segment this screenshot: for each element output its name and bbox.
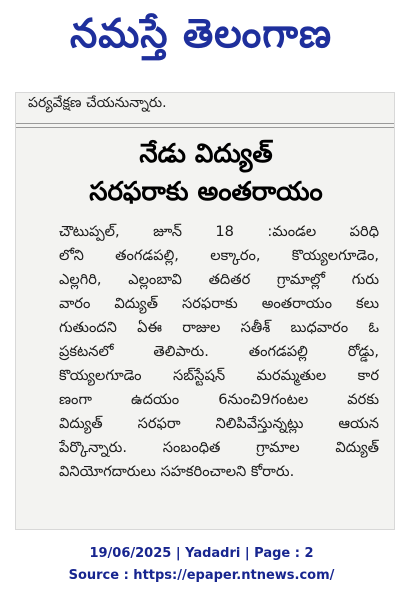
source-link[interactable]: Source : https://epaper.ntnews.com/ [68,568,335,583]
body-line: విద్యుత్ సరఫరా నిలిపివేస్తున్నట్లు ఆయన [59,415,379,432]
article-body [59,220,379,484]
body-line: లోని తంగడపల్లి, లక్కారం, కొయ్యలగూడెం, [59,247,379,264]
publication-info: 19/06/2025 | Yadadri | Page : 2 [89,546,314,561]
headline-line-1: నేడు విద్యుత్ [139,139,273,169]
body-line: వినియోగదారులు సహకరించాలని కోరారు. [59,463,295,480]
body-line: వారం విద్యుత్ సరఫరాకు అంతరాయం కలు [59,295,379,312]
divider-rule [16,123,395,124]
masthead-title: నమస్తే తెలంగాణ [70,11,333,57]
newspaper-masthead [0,0,403,78]
body-line: చౌటుప్పల్, జూన్ 18 :మండల పరిధి [59,223,379,240]
headline-line-2: సరఫరాకు అంతరాయం [89,177,323,207]
body-line: కొయ్యలగూడెం సబ్‌స్టేషన్ మరమ్మతుల కార [59,367,379,384]
carryover-text: పర్యవేక్షణ చేయనున్నారు. [28,95,167,111]
body-line: పేర్కొన్నారు. సంబంధిత గ్రామాల విద్యుత్ [59,439,379,456]
body-line: ప్రకటనలో తెలిపారు. తంగడపల్లి రోడ్డు, [59,343,379,360]
body-line: ఎల్లగిరి, ఎల్లంబావి తదితర గ్రామాల్లో గురు [59,271,379,288]
divider-rule [16,127,395,128]
body-line: గుతుందని ఏఈ రాజుల సతీశ్ బుధవారం ఓ [59,319,379,336]
body-line: ణంగా ఉదయం 6నుంచి9గంటల వరకు [59,391,379,408]
